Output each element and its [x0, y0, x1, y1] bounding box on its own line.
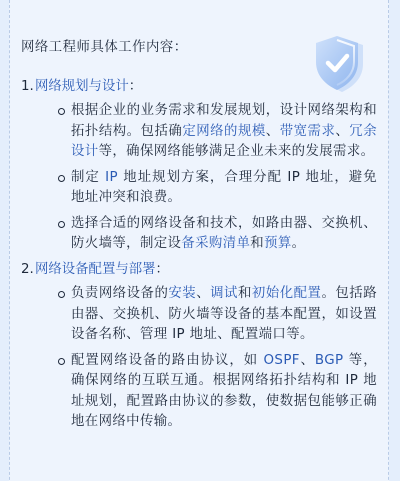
item-text: 。包括路由器、交换机、防火墙等设备的基本配置，如设置设备名称、管理 IP 地址、配置端口等。: [71, 286, 377, 342]
item-text: 等，确保网络能够满足企业未来的发展需求。: [98, 144, 375, 159]
intro-text: 网络工程师具体工作内容：: [21, 40, 188, 55]
section-number: 2.: [21, 261, 34, 277]
highlight-text: IP: [105, 169, 118, 185]
item-text: 、: [335, 123, 350, 139]
section: [21, 260, 377, 433]
item-text: 根据企业的业务需求和发展规划，设计网络架构和拓扑结构。包括确: [71, 103, 377, 139]
bullet-list: [21, 284, 377, 433]
item-text: 。: [291, 236, 306, 251]
section-heading: [21, 260, 377, 281]
item-text: 负责网络设备的: [71, 286, 169, 301]
item-text: 、: [265, 123, 280, 139]
item-text: 制定: [71, 169, 106, 185]
section-number: 1.: [21, 78, 34, 94]
list-item: [21, 214, 377, 255]
highlight-text: 冗余设计: [71, 123, 378, 159]
section-colon: ：: [155, 261, 169, 277]
highlight-text: 定网络的规模: [182, 123, 266, 139]
list-item: [21, 284, 377, 346]
highlight-text: BGP: [314, 352, 344, 368]
section-colon: ：: [128, 78, 143, 94]
highlight-text: 初始化配置: [251, 286, 322, 301]
highlight-text: 带宽需求: [279, 123, 336, 139]
highlight-text: 调试: [210, 286, 238, 301]
highlight-text: 备采购清单: [181, 236, 251, 251]
section-heading: [21, 77, 377, 98]
section-title: 网络规划与设计: [35, 78, 129, 94]
list-item: [21, 351, 377, 433]
section-title: 网络设备配置与部署: [35, 261, 156, 277]
section: [21, 77, 377, 255]
highlight-text: 安装: [168, 286, 197, 301]
highlight-text: 预算: [264, 236, 292, 251]
content: [21, 38, 377, 438]
sections: [21, 77, 377, 433]
list-item: [21, 101, 377, 163]
item-text: 地址规划方案，合理分配 IP 地址，避免地址冲突和浪费。: [71, 169, 377, 205]
bullet-list: [21, 101, 377, 255]
highlight-text: OSPF: [263, 352, 300, 368]
list-item: [21, 168, 377, 209]
item-text: 选择合适的网络设备和技术，如路由器、交换机、防火墙等，制定设: [71, 215, 377, 251]
item-text: 、: [299, 352, 315, 368]
item-text: 等，确保网络的互联互通。根据网络拓扑结构和 IP 地址规划，配置路由协议的参数，使数据包能够正确地在网络中传输。: [71, 352, 377, 429]
item-text: 和: [237, 286, 252, 301]
item-text: 和: [250, 236, 265, 251]
item-text: 、: [196, 286, 211, 301]
item-text: 配置网络设备的路由协议，如: [71, 352, 264, 368]
